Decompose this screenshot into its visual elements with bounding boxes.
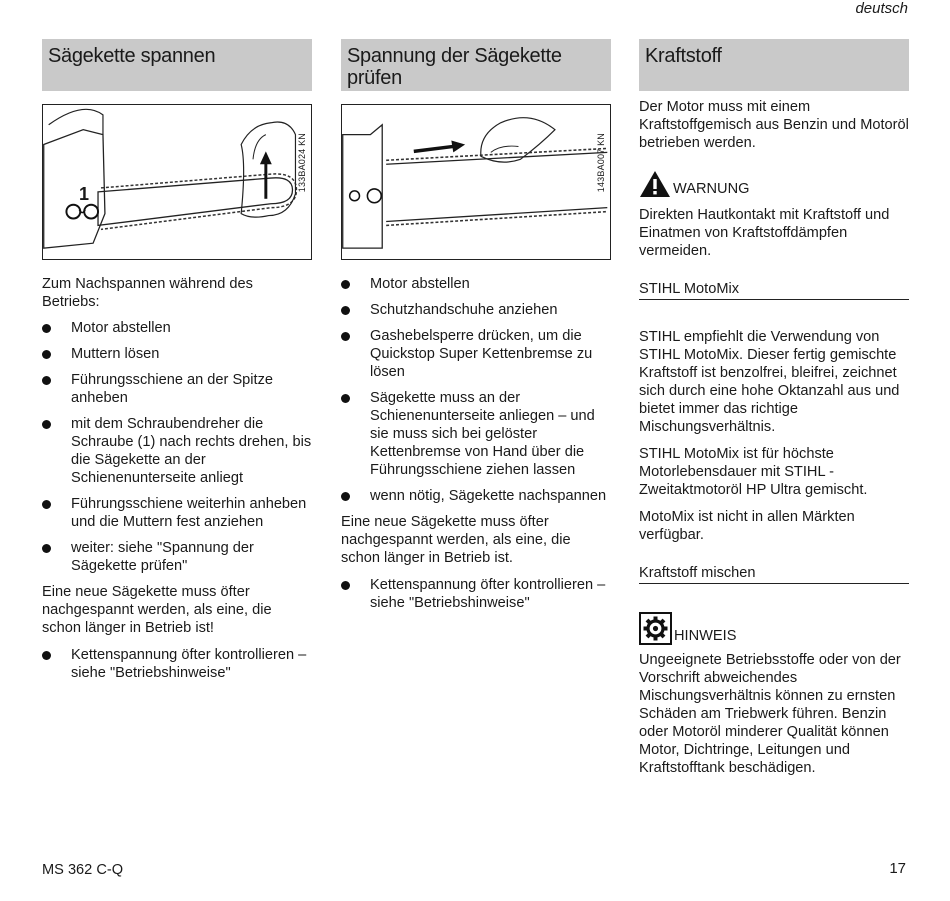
paragraph: MotoMix ist nicht in allen Märkten verfügbar. (639, 509, 855, 543)
steps-list (341, 275, 611, 505)
figure-code: 143BA007 KN (596, 133, 606, 193)
list-item: Muttern lösen (42, 345, 312, 363)
list-item: Kettenspannung öfter kontrollieren – siehe "Betriebshinweise" (341, 576, 611, 612)
notice-label: HINWEIS (674, 628, 737, 644)
column-chain-tensioning (42, 39, 312, 690)
figure-code: 133BA024 KN (297, 133, 307, 193)
intro-text: Der Motor muss mit einem Kraftstoffgemisch aus Benzin und Motoröl betrieben werden. (639, 99, 909, 151)
paragraph: STIHL empfiehlt die Verwendung von STIHL MotoMix. Dieser fertig gemischte Kraftstoff ist benzolfrei, bleifrei, zeichnet sich durch eine hohe Oktanzahl aus und bietet immer das richtige Mischungsverhältnis. (639, 329, 900, 435)
warning-label: WARNUNG (673, 181, 750, 197)
warning-heading (639, 170, 909, 198)
list-item: Gashebelsperre drücken, um die Quickstop Super Kettenbremse zu lösen (341, 327, 611, 381)
section-title: Kraftstoff (639, 39, 909, 91)
chain-tensioning-illustration (42, 104, 312, 260)
final-steps-list (341, 576, 611, 612)
list-item: mit dem Schraubendreher die Schraube (1) nach rechts drehen, bis die Sägekette an der Schienenunterseite anliegt (42, 415, 312, 487)
chain-check-drawing (342, 105, 610, 259)
list-item: Motor abstellen (42, 319, 312, 337)
chain-check-illustration (341, 104, 611, 260)
section-title: Spannung der Sägekette prüfen (341, 39, 611, 91)
language-label: deutsch (855, 0, 908, 17)
section-title: Sägekette spannen (42, 39, 312, 91)
note-text: Eine neue Sägekette muss öfter nachgespannt werden, als eine, die schon länger in Betrieb ist! (42, 584, 272, 636)
gear-notice-icon (639, 612, 672, 645)
list-item: Kettenspannung öfter kontrollieren – siehe "Betriebshinweise" (42, 646, 312, 682)
chainsaw-tension-drawing (43, 105, 311, 259)
notice-text: Ungeeignete Betriebsstoffe oder von der Vorschrift abweichendes Mischungsverhältnis können zu ernsten Schäden am Triebwerk führen. Benzin oder Motoröl minderer Qualität können Motor, Dichtringe, Leitungen und Kraftstofftank beschädigen. (639, 652, 901, 776)
list-item: wenn nötig, Sägekette nachspannen (341, 487, 611, 505)
notice-heading (639, 612, 909, 645)
list-item: Sägekette muss an der Schienenunterseite anliegen – und sie muss sich bei gelöster Kettenbremse von Hand über die Führungsschiene ziehen lassen (341, 389, 611, 479)
warning-triangle-icon (639, 170, 671, 198)
paragraph: STIHL MotoMix ist für höchste Motorlebensdauer mit STIHL - Zweitaktmotoröl HP Ultra gemischt. (639, 446, 868, 498)
list-item: Führungsschiene weiterhin anheben und die Muttern fest anziehen (42, 495, 312, 531)
list-item: Schutzhandschuhe anziehen (341, 301, 611, 319)
list-item: Führungsschiene an der Spitze anheben (42, 371, 312, 407)
note-text: Eine neue Sägekette muss öfter nachgespannt werden, als eine, die schon länger in Betrieb ist. (341, 514, 571, 566)
figure-callout-label: 1 (79, 184, 90, 204)
page-number: 17 (889, 860, 906, 877)
list-item: weiter: siehe "Spannung der Sägekette prüfen" (42, 539, 312, 575)
list-item: Motor abstellen (341, 275, 611, 293)
intro-text: Zum Nachspannen während des Betriebs: (42, 276, 253, 310)
subsection-title: Kraftstoff mischen (639, 564, 909, 584)
column-fuel (639, 39, 909, 777)
warning-text: Direkten Hautkontakt mit Kraftstoff und Einatmen von Kraftstoffdämpfen vermeiden. (639, 207, 890, 259)
final-steps-list (42, 646, 312, 682)
subsection-title: STIHL MotoMix (639, 280, 909, 300)
footer-model: MS 362 C-Q (42, 862, 124, 878)
steps-list (42, 319, 312, 575)
column-chain-check (341, 39, 611, 620)
